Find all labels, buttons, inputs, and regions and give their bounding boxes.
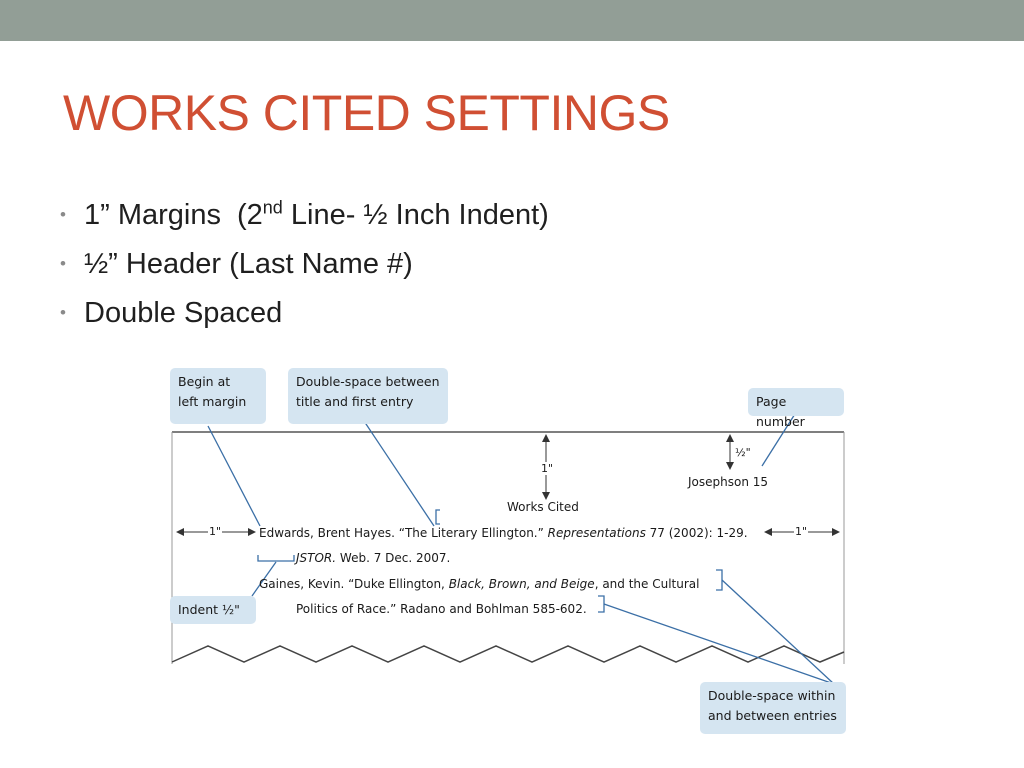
slide-title: WORKS CITED SETTINGS: [63, 85, 670, 141]
bullet-item-header: [60, 245, 549, 294]
bullet-text-indent: (2: [237, 199, 263, 231]
superscript-nd: nd: [262, 197, 283, 218]
right-margin-label: 1": [795, 525, 808, 538]
entry-1-line-1: Edwards, Brent Hayes. “The Literary Ellington.” Representations 77 (2002): 1-29.: [259, 526, 748, 540]
indent-bracket: [258, 555, 294, 561]
callout-page-number: Page number: [748, 388, 844, 416]
figure-drawing: [170, 366, 846, 736]
bullet-text-header: ½” Header (Last Name #): [84, 248, 413, 280]
top-margin-label: 1": [541, 462, 554, 475]
leader-title-spacing: [362, 418, 434, 526]
callout-indent: Indent ½": [170, 596, 256, 624]
entry-spacing-bracket-1: [716, 570, 722, 590]
header-label: ½": [735, 446, 751, 459]
bullet-text-spacing: Double Spaced: [84, 297, 283, 329]
bullet-text-margins: 1” Margins: [84, 199, 221, 231]
entry-1-line-2: JSTOR. Web. 7 Dec. 2007.: [296, 551, 451, 565]
bullet-text-indent-rest: Line- ½ Inch Indent): [282, 199, 549, 231]
left-margin-label: 1": [209, 525, 222, 538]
entry-spacing-bracket-2: [598, 596, 604, 612]
entry-2-line-2: Politics of Race.” Radano and Bohlman 585-602.: [296, 602, 587, 616]
callout-begin-margin: Begin at left margin: [170, 368, 266, 424]
leader-entries-1: [722, 580, 834, 684]
bullet-item-spacing: [60, 294, 549, 343]
leader-begin-margin: [208, 426, 260, 526]
callout-entry-spacing: Double-space within and between entries: [700, 682, 846, 734]
works-cited-heading: Works Cited: [507, 500, 579, 514]
bullet-item-margins: [60, 196, 549, 245]
bullet-icon: •: [60, 254, 66, 273]
bullet-icon: •: [60, 205, 66, 224]
works-cited-figure: [170, 366, 846, 736]
callout-title-spacing: Double-space between title and first entry: [288, 368, 448, 424]
entry-2-line-1: Gaines, Kevin. “Duke Ellington, Black, Brown, and Beige, and the Cultural: [259, 577, 700, 591]
running-header: Josephson 15: [688, 475, 769, 489]
bullet-list: [60, 196, 549, 343]
title-spacing-bracket: [436, 510, 440, 524]
leader-entries-2: [604, 604, 834, 684]
bullet-icon: •: [60, 303, 66, 322]
top-band: [0, 0, 1024, 41]
torn-edge: [172, 646, 844, 662]
